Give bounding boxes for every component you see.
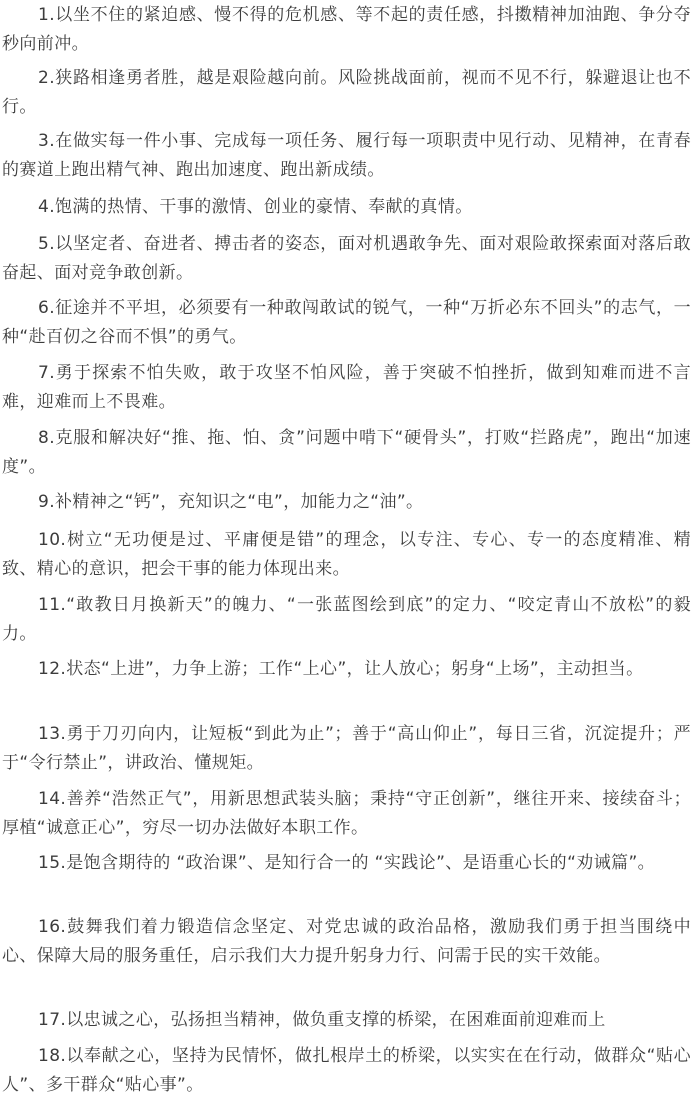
paragraph-7: 7.勇于探索不怕失败，敢于攻坚不怕风险，善于突破不怕挫折，做到知难而进不言难，迎难而上不畏难。 — [2, 363, 691, 412]
paragraph-14: 14.善养“浩然正气”，用新思想武装头脑；秉持“守正创新”，继往开来、接续奋斗；厚植“诚意正心”，穷尽一切办法做好本职工作。 — [2, 789, 691, 838]
paragraph-15: 15.是饱含期待的 “政治课”、是知行合一的 “实践论”、是语重心长的“劝诫篇”。 — [38, 853, 656, 873]
paragraph-5: 5.以坚定者、奋进者、搏击者的姿态，面对机遇敢争先、面对艰险敢探索面对落后敢奋起、面对竞争敢创新。 — [2, 234, 691, 283]
paragraph-10: 10.树立“无功便是过、平庸便是错”的理念，以专注、专心、专一的态度精准、精致、精心的意识，把会干事的能力体现出来。 — [2, 530, 691, 579]
paragraph-17: 17.以忠诚之心，弘扬担当精神，做负重支撑的桥梁，在困难面前迎难而上 — [38, 1010, 606, 1030]
paragraph-8: 8.克服和解决好“推、拖、怕、贪”问题中啃下“硬骨头”，打败“拦路虎”，跑出“加速度”。 — [2, 428, 691, 477]
paragraph-2: 2.狭路相逢勇者胜，越是艰险越向前。风险挑战面前，视而不见不行，躲避退让也不行。 — [2, 68, 691, 117]
paragraph-13: 13.勇于刀刃向内，让短板“到此为止”；善于“高山仰止”，每日三省，沉淀提升；严于“令行禁止”，讲政治、懂规矩。 — [2, 724, 691, 773]
paragraph-16: 16.鼓舞我们着力锻造信念坚定、对党忠诚的政治品格，激励我们勇于担当围绕中心、保障大局的服务重任，启示我们大力提升躬身力行、问需于民的实干效能。 — [2, 917, 691, 966]
paragraph-1: 1.以坐不住的紧迫感、慢不得的危机感、等不起的责任感，抖擞精神加油跑、争分夺秒向前冲。 — [2, 5, 691, 54]
paragraph-11: 11.“敢教日月换新天”的魄力、“一张蓝图绘到底”的定力、“咬定青山不放松”的毅力。 — [2, 595, 691, 644]
paragraph-9: 9.补精神之“钙”，充知识之“电”，加能力之“油”。 — [38, 492, 424, 512]
paragraph-4: 4.饱满的热情、干事的激情、创业的豪情、奉献的真情。 — [38, 197, 473, 217]
paragraph-12: 12.状态“上进”，力争上游；工作“上心”，让人放心；躬身“上场”，主动担当。 — [38, 659, 644, 679]
paragraph-18: 18.以奉献之心，坚持为民情怀，做扎根岸土的桥梁，以实实在在行动，做群众“贴心人”、多干群众“贴心事”。 — [2, 1046, 691, 1095]
paragraph-3: 3.在做实每一件小事、完成每一项任务、履行每一项职责中见行动、见精神，在青春的赛道上跑出精气神、跑出加速度、跑出新成绩。 — [2, 131, 691, 180]
paragraph-6: 6.征途并不平坦，必须要有一种敢闯敢试的锐气，一种“万折必东不回头”的志气，一种“赴百仞之谷而不惧”的勇气。 — [2, 298, 691, 347]
